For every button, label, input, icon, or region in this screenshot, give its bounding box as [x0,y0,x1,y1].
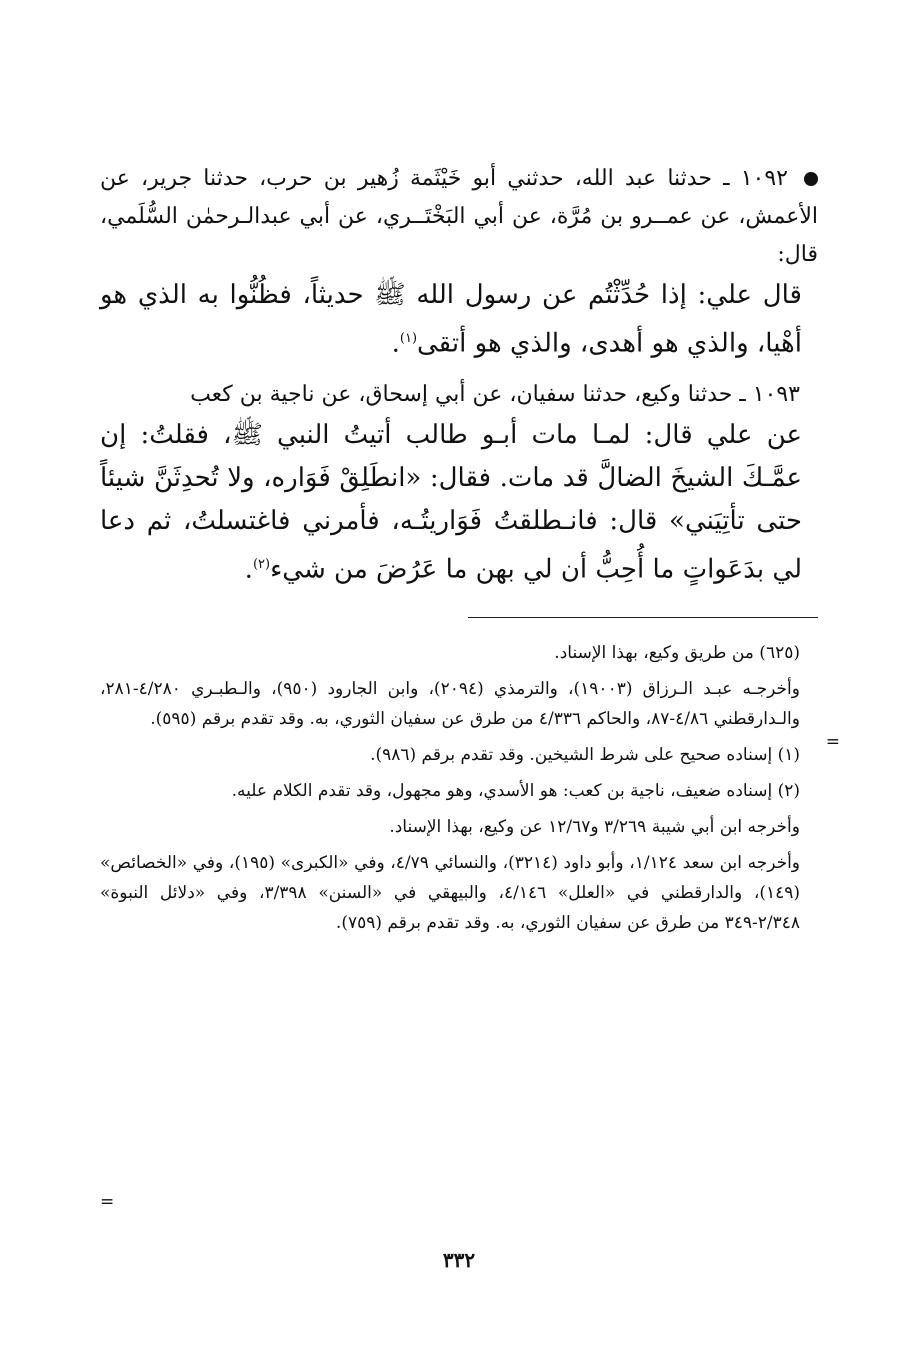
footnote-divider [468,617,818,618]
footnote-prev-takhrij-text: وأخرجـه عبـد الـرزاق (١٩٠٠٣)، والترمذي (٢٠٩٤)، وابن الجارود (٩٥٠)، والـطبـري ٤/٢٨٠-٢٨١، والـدارقطني ٤/٨٦-٨٧، والحاكم ٤/٣٣٦ من طرق عن سفيان الثوري، به. وقد تقدم برقم (٥٩٥). [100,679,800,730]
footnote-ref-1[interactable]: (١) [399,331,418,346]
hadith-1092-matn-text: قال علي: إذا حُدِّثْتُم عن رسول الله ﷺ حديثاً، فظُنُّوا به الذي هو أهْيا، والذي هو أهدى، والذي هو أتقى [100,280,802,359]
continuation-mark-start: = [825,732,840,752]
footnote-ref-2[interactable]: (٢) [252,556,271,572]
footnote-2-takhrij-1-text: وأخرجه ابن أبي شيبة ٣/٢٦٩ و١٢/٦٧ عن وكيع، بهذا الإسناد. [389,817,800,838]
page-number: ٣٣٢ [442,1248,476,1272]
hadith-1092-narration [100,160,818,274]
hadith-1093 [100,376,818,592]
footnote-prev-continuation [100,638,818,668]
hadith-1092-narration-text: ١٠٩٢ ـ حدثنا عبد الله، حدثني أبو خَيْثَمة زُهير بن حرب، حدثنا جرير، عن الأعمش، عن عمــرو بن مُرَّة، عن أبي البَخْتَــري، عن أبي عبدالـرحمٰن السُّلَمي، قال: [100,166,818,267]
hadith-1093-narration [100,376,818,414]
bullet-icon [804,172,818,186]
hadith-1092-end-mark: . [391,328,400,359]
footnote-prev-takhrij [100,674,818,734]
footnotes [100,638,818,938]
page-content [100,160,840,1290]
footnote-prev-continuation-text: (٦٢٥) من طريق وكيع، بهذا الإسناد. [554,643,800,664]
hadith-1093-matn-text: عن علي قال: لمـا مات أبـو طالب أتيتُ النبي ﷺ، فقلتُ: إن عمَّـكَ الشيخَ الضالَّ قد مات. فقال: «انطَلِقْ فَوَاره، ولا تُحدِثَنَّ شيئاً حتى تأتِيَني» قال: فانـطلقتُ فَوَاريتُـه، فأمرني فاغتسلتُ، ثم دعا لي بدَعَواتٍ ما أُحِبُّ أن لي بهن ما عَرُضَ من شيء [100,419,802,585]
hadith-1092 [100,160,818,366]
footnote-1-text: (١) إسناده صحيح على شرط الشيخين. وقد تقدم برقم (٩٨٦). [370,745,800,766]
footnote-1 [100,740,818,770]
footnote-2-takhrij-1 [100,812,818,842]
hadith-1092-matn [100,274,818,366]
footnote-2 [100,776,818,806]
footnote-2-takhrij-2 [100,848,818,938]
continuation-mark-end: = [100,1192,115,1212]
hadith-1093-narration-text: ١٠٩٣ ـ حدثنا وكيع، حدثنا سفيان، عن أبي إسحاق، عن ناجية بن كعب [190,381,800,407]
footnote-2-takhrij-2-text: وأخرجه ابن سعد ١/١٢٤، وأبو داود (٣٢١٤)، والنسائي ٤/٧٩، وفي «الكبرى» (١٩٥)، وفي «الخصائص» (١٤٩)، والدارقطني في «العلل» ٤/١٤٦، والبيهقي في «السنن» ٣/٣٩٨، وفي «دلائل النبوة» ٢/٣٤٨-٣٤٩ من طرق عن سفيان الثوري، به. وقد تقدم برقم (٧٥٩). [100,853,801,934]
hadith-1093-matn [100,414,818,592]
hadith-1093-end-mark: . [244,554,253,585]
footnote-2-text: (٢) إسناده ضعيف، ناجية بن كعب: هو الأسدي، وهو مجهول، وقد تقدم الكلام عليه. [231,781,800,802]
